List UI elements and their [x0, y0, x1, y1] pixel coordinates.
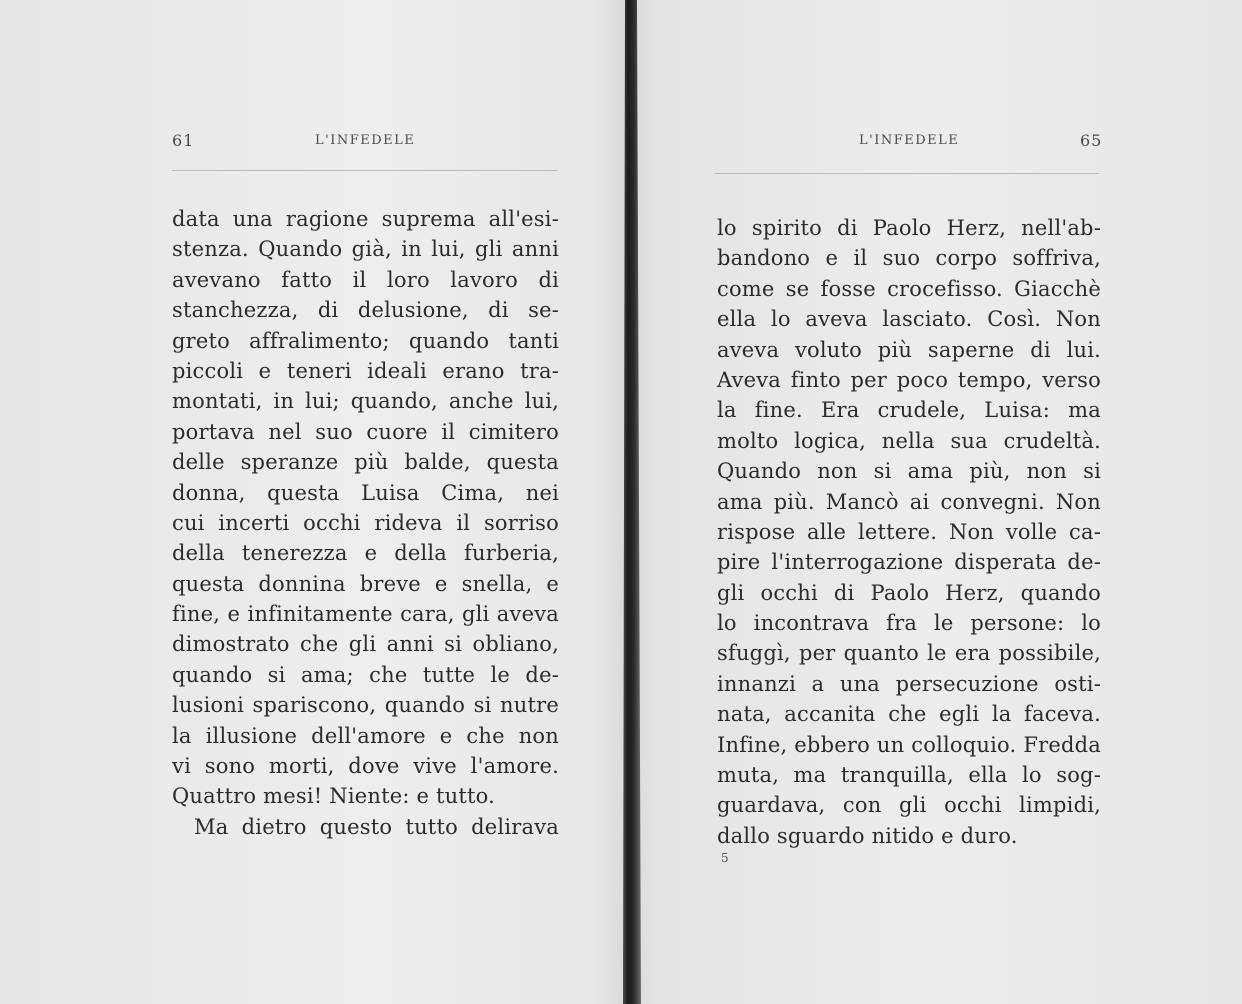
- text-line: muta, ma tranquilla, ella lo sog-: [717, 763, 1101, 788]
- text-line: lo spirito di Paolo Herz, nell'ab-: [717, 216, 1101, 240]
- text-line: Infine, ebbero un colloquio. Fredda: [717, 732, 1101, 757]
- text-line: portava nel suo cuore il cimitero: [172, 419, 559, 444]
- text-line: della tenerezza e della furberia,: [172, 541, 559, 566]
- text-line: ama più. Mancò ai convegni. Non: [717, 489, 1101, 514]
- text-line: pire l'interrogazione disperata de-: [717, 550, 1101, 575]
- text-line: questa donnina breve e snella, e: [172, 571, 559, 596]
- text-line: molto logica, nella sua crudeltà.: [717, 428, 1101, 453]
- text-line: piccoli e teneri ideali erano tra-: [172, 358, 559, 383]
- text-line: stenza. Quando già, in lui, gli anni: [172, 237, 559, 262]
- text-line: montati, in lui; quando, anche lui,: [172, 389, 559, 414]
- text-line: fine, e infinitamente cara, gli aveva: [172, 602, 559, 627]
- text-line: Quando non si ama più, non si: [717, 459, 1101, 484]
- text-line: Quattro mesi! Niente: e tutto.: [172, 784, 495, 809]
- text-line: rispose alle lettere. Non volle ca-: [717, 519, 1101, 544]
- text-line: vi sono morti, dove vive l'amore.: [172, 754, 559, 779]
- right-running-title: L'INFEDELE: [859, 133, 960, 148]
- text-line: dimostrato che gli anni si obliano,: [172, 632, 559, 657]
- text-line: quando si ama; che tutte le de-: [172, 662, 559, 687]
- right-page-number: 65: [1080, 131, 1103, 150]
- text-line: la illusione dell'amore e che non: [172, 723, 559, 748]
- text-line: lo incontrava fra le persone: lo: [717, 611, 1101, 636]
- right-page-text: [717, 213, 1101, 851]
- book-gutter: [621, 0, 641, 1004]
- text-line: ella lo aveva lasciato. Così. Non: [717, 307, 1101, 332]
- text-line: come se fosse crocefisso. Giacchè: [717, 276, 1101, 301]
- signature-mark: 5: [721, 851, 729, 865]
- text-line: delle speranze più balde, questa: [172, 450, 559, 475]
- text-line: aveva voluto più saperne di lui.: [717, 337, 1101, 362]
- left-running-title: L'INFEDELE: [315, 133, 416, 148]
- text-line: guardava, con gli occhi limpidi,: [717, 793, 1101, 818]
- text-line: dallo sguardo nitido e duro.: [717, 823, 1018, 848]
- text-line: nata, accanita che egli la faceva.: [717, 702, 1101, 727]
- right-header-rule: [715, 173, 1099, 174]
- right-page: [641, 0, 1242, 1004]
- text-line: innanzi a una persecuzione osti-: [717, 671, 1101, 696]
- text-line: cui incerti occhi rideva il sorriso: [172, 510, 559, 535]
- text-line: sfuggì, per quanto le era possibile,: [717, 641, 1101, 666]
- text-line: donna, questa Luisa Cima, nei: [172, 480, 559, 505]
- left-page-number: 61: [172, 131, 195, 150]
- text-line: lusioni spariscono, quando si nutre: [172, 693, 559, 718]
- text-line: Ma dietro questo tutto delirava: [194, 814, 559, 839]
- text-line: bandono e il suo corpo soffriva,: [717, 246, 1101, 271]
- text-line: stanchezza, di delusione, di se-: [172, 298, 559, 323]
- text-line: la fine. Era crudele, Luisa: ma: [717, 398, 1101, 423]
- text-line: greto affralimento; quando tanti: [172, 328, 559, 353]
- text-line: gli occhi di Paolo Herz, quando: [717, 580, 1101, 605]
- left-header-rule: [172, 170, 557, 171]
- text-line: Aveva finto per poco tempo, verso: [717, 367, 1101, 392]
- text-line: avevano fatto il loro lavoro di: [172, 267, 559, 292]
- left-page-text: [172, 204, 559, 842]
- text-line: data una ragione suprema all'esi-: [172, 207, 559, 231]
